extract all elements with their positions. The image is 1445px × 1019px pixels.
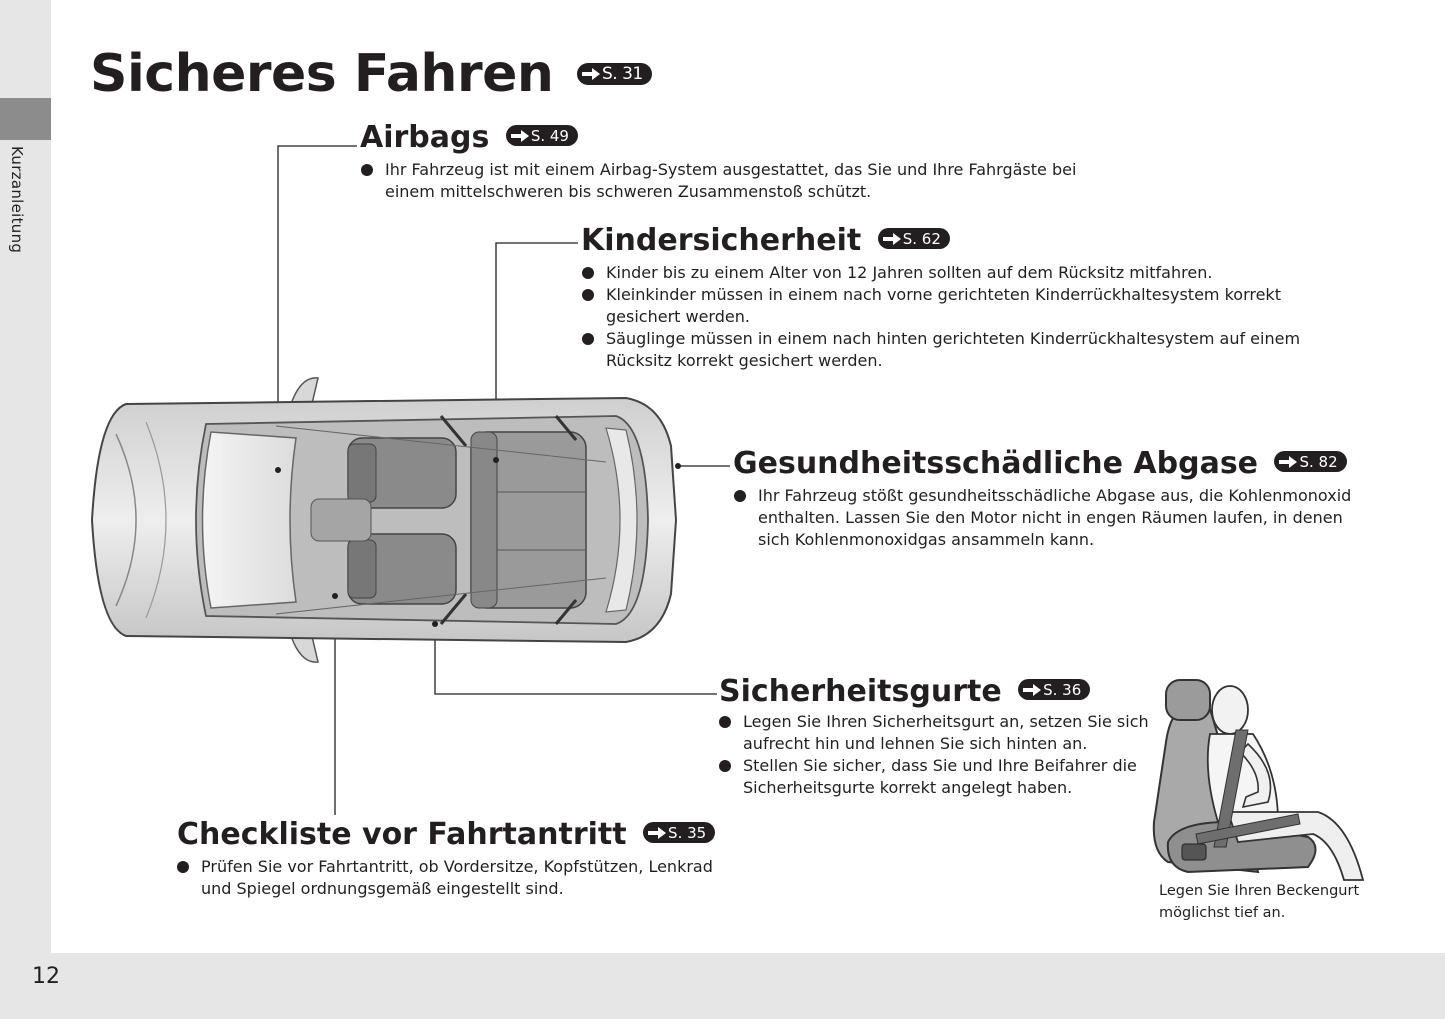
page-number: 12: [32, 964, 60, 989]
section-title-abgase: [733, 446, 1347, 481]
section-tab-label: Kurzanleitung: [8, 146, 26, 254]
list-item: Ihr Fahrzeug ist mit einem Airbag-System ausgestattet, das Sie und Ihre Fahrgäste bei einem mittelschweren bis schweren Zusammenstoß schützt.: [361, 159, 1131, 203]
page-title-text: Sicheres Fahren: [90, 44, 554, 104]
airbags-bullet-list: [361, 159, 1131, 203]
page-reference-text: S. 62: [902, 229, 941, 248]
section-title-text: Kindersicherheit: [581, 223, 862, 258]
page-reference-badge[interactable]: [506, 125, 578, 146]
kindersicherheit-bullet-list: [582, 262, 1302, 372]
abgase-bullet-list: [734, 485, 1354, 551]
arrow-right-icon: [511, 130, 529, 142]
section-title-airbags: [360, 120, 578, 155]
list-item: Legen Sie Ihren Sicherheitsgurt an, setzen Sie sich aufrecht hin und lehnen Sie sich hinten an.: [719, 711, 1149, 755]
list-item: Kinder bis zu einem Alter von 12 Jahren sollten auf dem Rücksitz mitfahren.: [582, 262, 1302, 284]
arrow-right-icon: [648, 827, 666, 839]
section-title-text: Gesundheitsschädliche Abgase: [733, 446, 1259, 481]
page-reference-badge[interactable]: [643, 822, 715, 843]
page-reference-badge[interactable]: [1018, 679, 1090, 700]
section-title-kindersicherheit: [581, 223, 950, 258]
arrow-right-icon: [1279, 456, 1297, 468]
page-reference-badge[interactable]: [577, 63, 652, 85]
page-title: [90, 44, 652, 104]
checkliste-bullet-list: [177, 856, 722, 900]
list-item: Stellen Sie sicher, dass Sie und Ihre Beifahrer die Sicherheitsgurte korrekt angelegt haben.: [719, 755, 1149, 799]
arrow-right-icon: [582, 68, 600, 80]
section-title-text: Airbags: [360, 120, 490, 155]
page-reference-badge[interactable]: [1274, 451, 1346, 472]
page-reference-text: S. 49: [530, 126, 569, 145]
page-reference-text: S. 31: [601, 64, 643, 84]
arrow-right-icon: [883, 233, 901, 245]
sicherheitsgurte-bullet-list: [719, 711, 1149, 799]
page-reference-text: S. 35: [668, 823, 707, 842]
list-item: Säuglinge müssen in einem nach hinten gerichteten Kinderrückhaltesystem auf einem Rücksitz korrekt gesichert werden.: [582, 328, 1302, 372]
list-item: Ihr Fahrzeug stößt gesundheitsschädliche Abgase aus, die Kohlenmonoxid enthalten. Lassen Sie den Motor nicht in engen Räumen laufen, in denen sich Kohlenmonoxidgas ansammeln kann.: [734, 485, 1354, 551]
arrow-right-icon: [1023, 684, 1041, 696]
seatbelt-illustration: [1148, 672, 1368, 882]
section-title-text: Checkliste vor Fahrtantritt: [177, 817, 627, 852]
section-title-text: Sicherheitsgurte: [719, 674, 1002, 709]
list-item: Prüfen Sie vor Fahrtantritt, ob Vordersitze, Kopfstützen, Lenkrad und Spiegel ordnungsgemäß eingestellt sind.: [177, 856, 722, 900]
page-reference-text: S. 82: [1299, 452, 1338, 471]
page-reference-text: S. 36: [1043, 680, 1082, 699]
car-top-view-illustration: [86, 374, 686, 666]
section-title-checkliste: [177, 817, 715, 852]
illustration-caption: Legen Sie Ihren Beckengurt möglichst tief an.: [1159, 883, 1360, 921]
list-item: Kleinkinder müssen in einem nach vorne gerichteten Kinderrückhaltesystem korrekt gesichert werden.: [582, 284, 1302, 328]
section-title-sicherheitsgurte: [719, 674, 1090, 709]
page-reference-badge[interactable]: [878, 228, 950, 249]
